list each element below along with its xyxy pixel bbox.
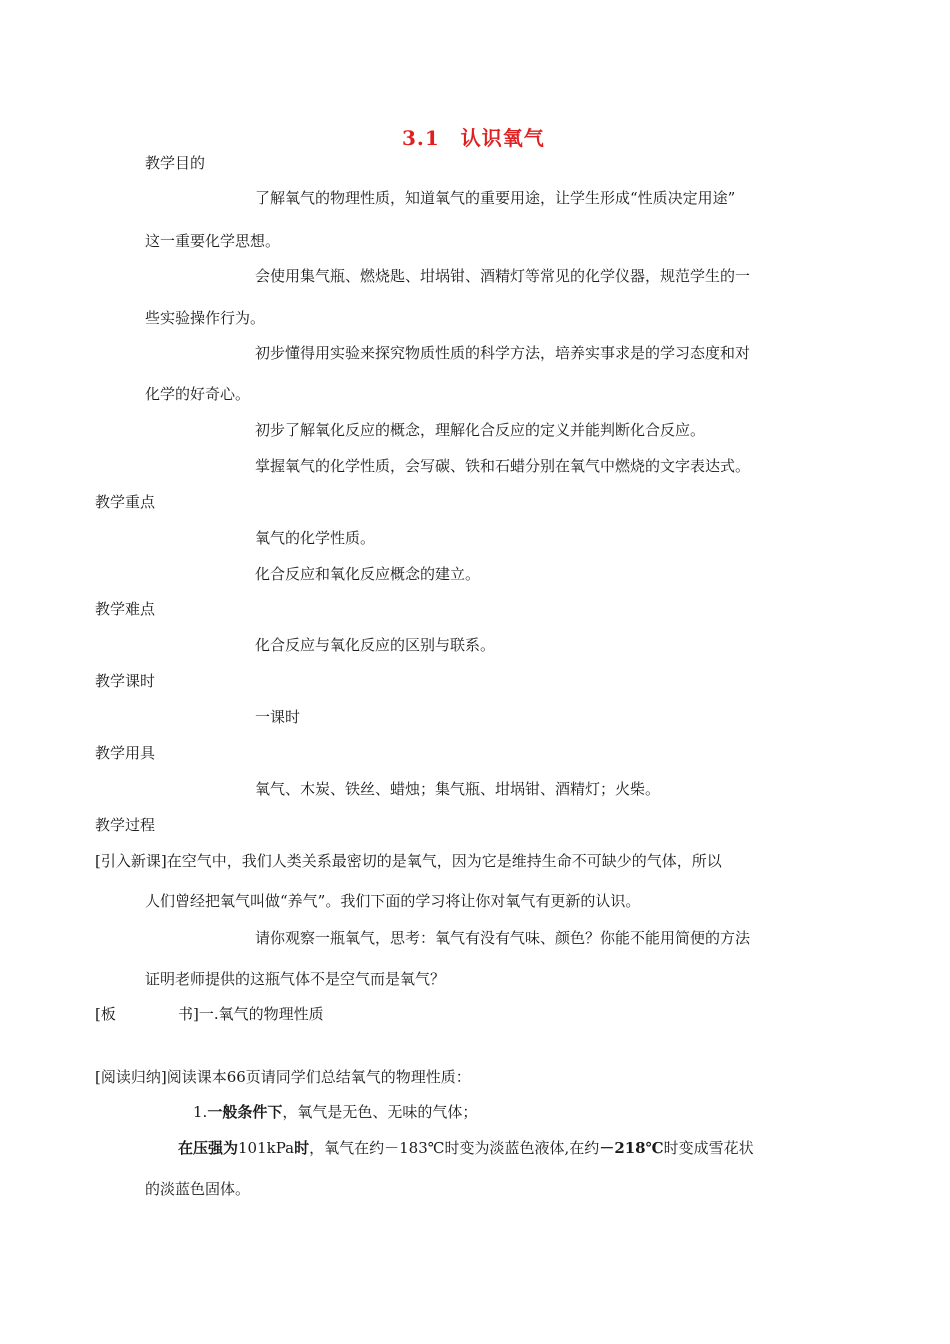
key-points-heading: 教学重点 — [95, 493, 156, 511]
difficulty-1: 化合反应与氧化反应的区别与联系。 — [255, 636, 496, 654]
hours-value: 一课时 — [255, 708, 301, 726]
objective-1-line-1: 了解氧气的物理性质，知道氧气的重要用途，让学生形成“性质决定用途” — [255, 189, 736, 207]
page-title: 3.1 认识氧气 — [402, 126, 545, 150]
property-1-emphasis: 一般条件下 — [207, 1103, 283, 1121]
property-1-number: 1. — [193, 1103, 208, 1121]
objective-4: 初步了解氧化反应的概念，理解化合反应的定义并能判断化合反应。 — [255, 421, 706, 439]
objective-3-line-1: 初步懂得用实验来探究物质性质的科学方法，培养实事求是的学习态度和对 — [255, 344, 751, 362]
question-line-1: 请你观察一瓶氧气，思考：氧气有没有气味、颜色？你能不能用简便的方法 — [255, 929, 751, 947]
property-1 — [193, 1102, 477, 1122]
tools-heading: 教学用具 — [95, 744, 156, 762]
property-2-line-1 — [178, 1138, 754, 1158]
board-heading: 书]一.氧气的物理性质 — [178, 1005, 324, 1023]
property-2-text-2: 时变成雪花状 — [663, 1139, 754, 1157]
objective-5: 掌握氧气的化学性质，会写碳、铁和石蜡分别在氧气中燃烧的文字表达式。 — [255, 457, 751, 475]
objectives-heading: 教学目的 — [145, 154, 206, 172]
property-2-text-1: ，氧气在约－183℃时变为淡蓝色液体,在约 — [309, 1139, 600, 1157]
property-2-emphasis-2: 时 — [294, 1139, 310, 1157]
property-1-text: ，氧气是无色、无味的气体； — [282, 1103, 478, 1121]
process-heading: 教学过程 — [95, 816, 156, 834]
property-2-emphasis-3: －218℃ — [599, 1139, 664, 1157]
objective-2-line-2: 些实验操作行为。 — [145, 309, 266, 327]
key-point-1: 氧气的化学性质。 — [255, 529, 376, 547]
tools-list: 氧气、木炭、铁丝、蜡烛；集气瓶、坩埚钳、酒精灯；火柴。 — [255, 780, 661, 798]
intro-line-1: [引入新课]在空气中，我们人类关系最密切的是氧气，因为它是维持生命不可缺少的气体，所以 — [95, 852, 722, 870]
objective-3-line-2: 化学的好奇心。 — [145, 385, 251, 403]
intro-line-2: 人们曾经把氧气叫做“养气”。我们下面的学习将让你对氧气有更新的认识。 — [145, 892, 641, 910]
board-label-left: [板 — [95, 1005, 116, 1023]
question-line-2: 证明老师提供的这瓶气体不是空气而是氧气？ — [145, 970, 446, 988]
key-point-2: 化合反应和氧化反应概念的建立。 — [255, 565, 481, 583]
objective-1-line-2: 这一重要化学思想。 — [145, 232, 281, 250]
hours-heading: 教学课时 — [95, 672, 156, 690]
property-2-pressure: 101kPa — [238, 1139, 295, 1157]
objective-2-line-1: 会使用集气瓶、燃烧匙、坩埚钳、酒精灯等常见的化学仪器，规范学生的一 — [255, 267, 751, 285]
property-2-line-2: 的淡蓝色固体。 — [145, 1180, 251, 1198]
difficulties-heading: 教学难点 — [95, 600, 156, 618]
property-2-emphasis-1: 在压强为 — [178, 1139, 239, 1157]
reading-summary: [阅读归纳]阅读课本66页请同学们总结氧气的物理性质： — [95, 1068, 471, 1086]
